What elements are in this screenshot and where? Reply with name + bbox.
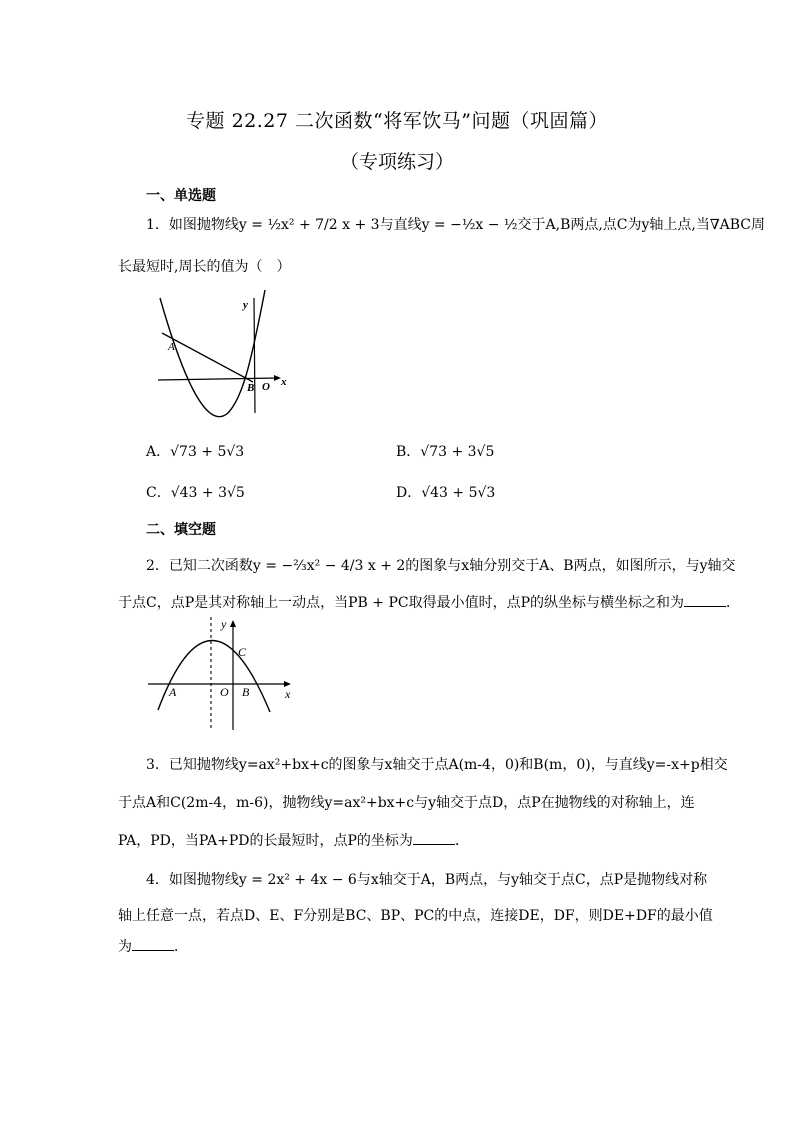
- q2-label-c: C: [238, 645, 247, 659]
- q3-text-line3-wrap: [118, 830, 469, 850]
- q2-label-x: x: [285, 687, 291, 701]
- q1-option-b[interactable]: B．√73 + 3√5: [396, 444, 495, 460]
- q4-text-line2: 轴上任意一点，若点D、E、F分别是BC、BP、PC的中点，连接DE，DF，则DE+DF的最小值: [118, 908, 713, 924]
- q1-text-line1: 1．如图抛物线y = ½x² + 7/2 x + 3与直线y = −½x − ½交于A,B两点,点C为y轴上点,当∇ABC周: [146, 217, 766, 233]
- q1-text-line2: 长最短时,周长的值为（ ）: [118, 259, 291, 275]
- q2-label-b: B: [242, 685, 250, 699]
- page-subtitle: （专项练习）: [339, 151, 454, 173]
- q4-text-line3-wrap: [118, 936, 188, 956]
- q1-option-c[interactable]: C．√43 + 3√5: [146, 485, 245, 501]
- q1-figure: [150, 288, 300, 423]
- q2-y-arrow: [230, 620, 236, 627]
- q1-label-b: B: [247, 382, 255, 394]
- q1-label-a: A: [168, 341, 175, 353]
- q1-label-x: x: [281, 376, 287, 388]
- page-title: 专题 22.27 二次函数“将军饮马”问题（巩固篇）: [186, 110, 608, 132]
- section-fill-blank: 二、填空题: [146, 522, 216, 538]
- q2-parabola: [158, 640, 270, 712]
- q4-text-line3: 为: [118, 939, 132, 955]
- q4-text-line1: 4．如图抛物线y = 2x² + 4x − 6与x轴交于A，B两点，与y轴交于点C，点P是抛物线对称: [146, 872, 708, 888]
- q2-answer-blank[interactable]: [684, 592, 726, 607]
- q3-text-line3-end: ．: [454, 833, 469, 849]
- q1-x-arrow: [274, 375, 281, 381]
- q3-text-line1: 3．已知抛物线y=ax²+bx+c的图象与x轴交于点A(m-4，0)和B(m，0)，与直线y=-x+p相交: [146, 757, 728, 773]
- q2-label-a: A: [169, 685, 177, 699]
- q4-text-line3-end: ．: [174, 939, 188, 955]
- q1-y-axis: [254, 298, 255, 413]
- q2-text-line2: 于点C，点P是其对称轴上一动点，当PB + PC取得最小值时，点P的纵坐标与横坐标之和为: [118, 595, 685, 611]
- q1-label-y: y: [243, 299, 248, 311]
- q1-parabola: [160, 290, 265, 417]
- q3-text-line2: 于点A和C(2m-4，m-6)，抛物线y=ax²+bx+c与y轴交于点D，点P在抛物线的对称轴上，连: [118, 795, 695, 811]
- q2-label-y: y: [221, 617, 227, 631]
- q1-x-axis: [158, 378, 278, 380]
- q1-label-o: O: [262, 381, 270, 393]
- q2-text-line2-end: ．: [726, 595, 741, 611]
- q2-label-o: O: [220, 685, 229, 699]
- q3-text-line3: PA，PD，当PA+PD的长最短时，点P的坐标为: [118, 833, 413, 849]
- q1-option-a[interactable]: A．√73 + 5√3: [146, 444, 245, 460]
- q1-line-ab: [162, 333, 253, 382]
- q2-text-line2-wrap: [118, 592, 740, 612]
- q4-answer-blank[interactable]: [132, 936, 174, 951]
- q3-answer-blank[interactable]: [413, 830, 455, 845]
- q2-text-line1: 2．已知二次函数y = −⅔x² − 4/3 x + 2的图象与x轴分别交于A、B两点，如图所示，与y轴交: [146, 558, 736, 574]
- q2-figure: [145, 612, 300, 732]
- section-single-choice: 一、单选题: [146, 188, 216, 204]
- q1-option-d[interactable]: D．√43 + 5√3: [396, 485, 496, 501]
